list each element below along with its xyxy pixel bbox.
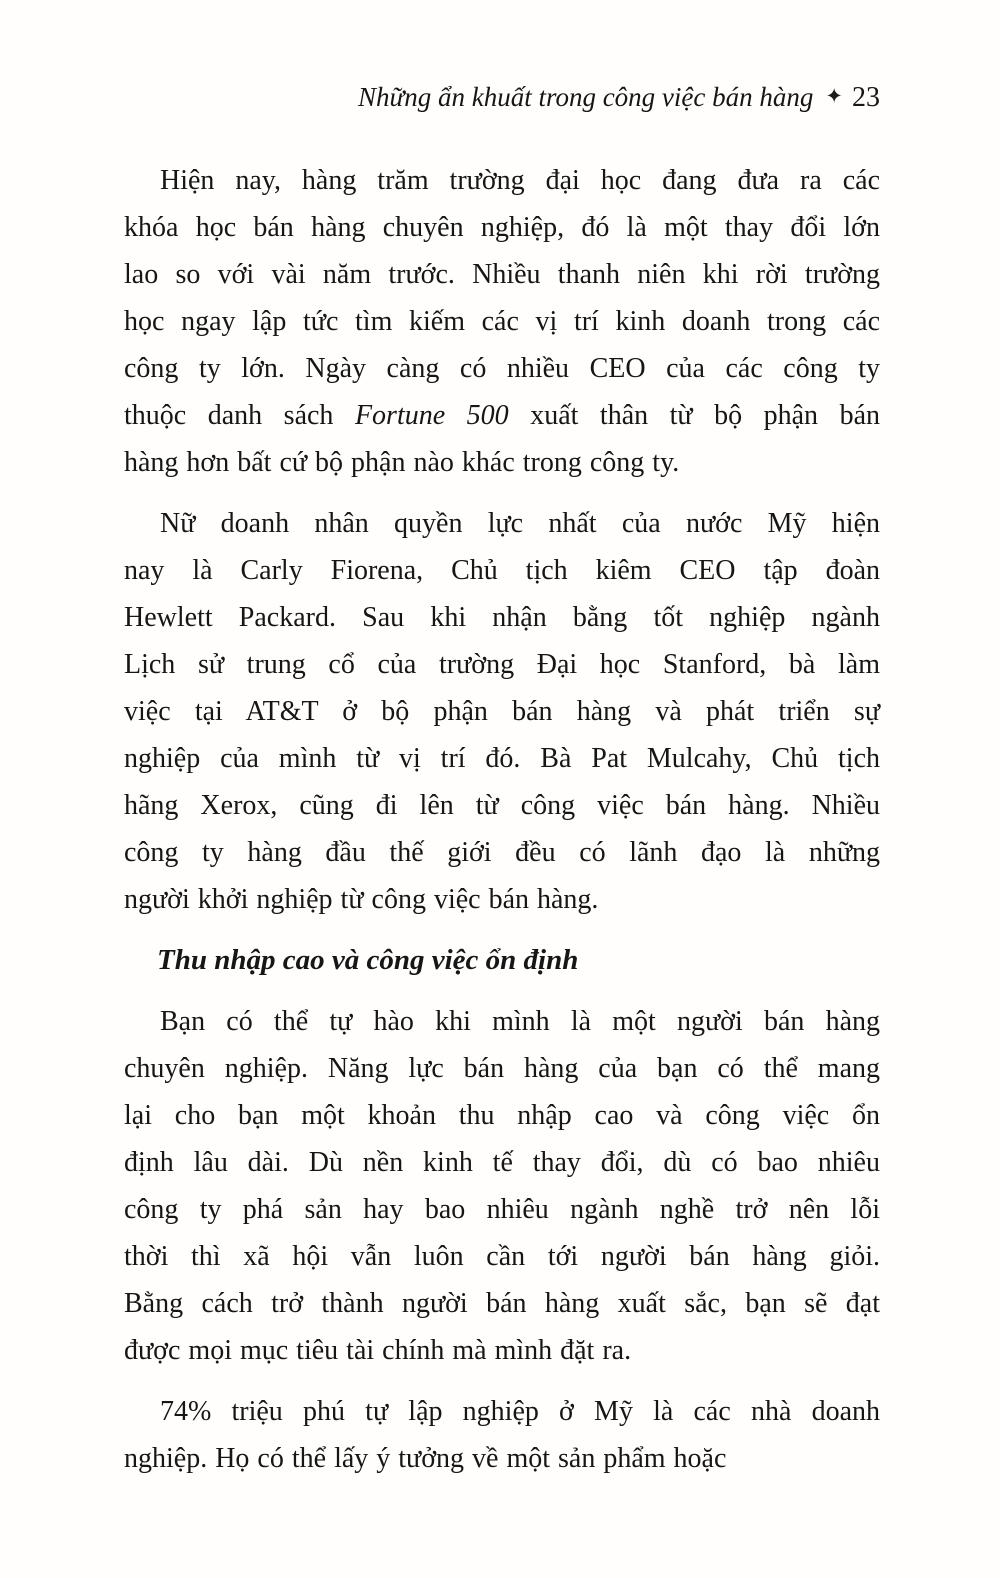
text-line: lại cho bạn một khoản thu nhập cao và công việc ổn [124, 1100, 880, 1131]
text-line: 74% triệu phú tự lập nghiệp ở Mỹ là các nhà doanh [160, 1396, 880, 1427]
text-line: học ngay lập tức tìm kiếm các vị trí kinh doanh trong các [124, 306, 880, 337]
text-line [124, 392, 880, 439]
italic-text-segment: Fortune 500 [354, 400, 509, 431]
text-segment: thuộc danh sách [124, 400, 355, 431]
text-line: công ty hàng đầu thế giới đều có lãnh đạo là những [124, 837, 880, 868]
paragraph [124, 1388, 880, 1482]
text-line: Nữ doanh nhân quyền lực nhất của nước Mỹ hiện [160, 508, 880, 539]
paragraph [124, 157, 880, 486]
text-line: được mọi mục tiêu tài chính mà mình đặt ra. [124, 1335, 632, 1366]
running-title: Những ẩn khuất trong công việc bán hàng [357, 82, 814, 112]
text-line: Lịch sử trung cổ của trường Đại học Stanford, bà làm [124, 649, 880, 680]
running-header [124, 82, 880, 114]
text-line: Hewlett Packard. Sau khi nhận bằng tốt nghiệp ngành [124, 602, 880, 633]
text-line: nghiệp. Họ có thể lấy ý tưởng về một sản phẩm hoặc [124, 1443, 727, 1474]
text-line: nay là Carly Fiorena, Chủ tịch kiêm CEO tập đoàn [124, 555, 880, 586]
text-line: khóa học bán hàng chuyên nghiệp, đó là một thay đổi lớn [124, 212, 880, 243]
text-line: công ty phá sản hay bao nhiêu ngành nghề trở nên lỗi [124, 1194, 880, 1225]
text-line: công ty lớn. Ngày càng có nhiều CEO của các công ty [124, 353, 880, 384]
text-line: nghiệp của mình từ vị trí đó. Bà Pat Mulcahy, Chủ tịch [124, 743, 880, 774]
paragraph [124, 998, 880, 1374]
star-icon: ✦ [825, 84, 843, 108]
text-line: hàng hơn bất cứ bộ phận nào khác trong công ty. [124, 447, 680, 478]
text-line: thời thì xã hội vẫn luôn cần tới người bán hàng giỏi. [124, 1241, 880, 1272]
text-line: chuyên nghiệp. Năng lực bán hàng của bạn có thể mang [124, 1053, 880, 1084]
text-line: định lâu dài. Dù nền kinh tế thay đổi, dù có bao nhiêu [124, 1147, 880, 1178]
page-body [124, 157, 880, 1482]
text-segment: xuất thân từ bộ phận bán [508, 400, 880, 431]
text-line: lao so với vài năm trước. Nhiều thanh niên khi rời trường [124, 259, 880, 290]
text-line: Bạn có thể tự hào khi mình là một người bán hàng [160, 1006, 880, 1037]
text-line: hãng Xerox, cũng đi lên từ công việc bán hàng. Nhiều [124, 790, 880, 821]
text-line: Bằng cách trở thành người bán hàng xuất sắc, bạn sẽ đạt [124, 1288, 880, 1319]
text-line: người khởi nghiệp từ công việc bán hàng. [124, 884, 599, 915]
page-number: 23 [852, 82, 880, 113]
paragraph [124, 500, 880, 923]
section-heading: Thu nhập cao và công việc ổn định [157, 944, 579, 976]
text-line: Hiện nay, hàng trăm trường đại học đang đưa ra các [160, 165, 880, 196]
text-line: việc tại AT&T ở bộ phận bán hàng và phát triển sự [124, 696, 880, 727]
